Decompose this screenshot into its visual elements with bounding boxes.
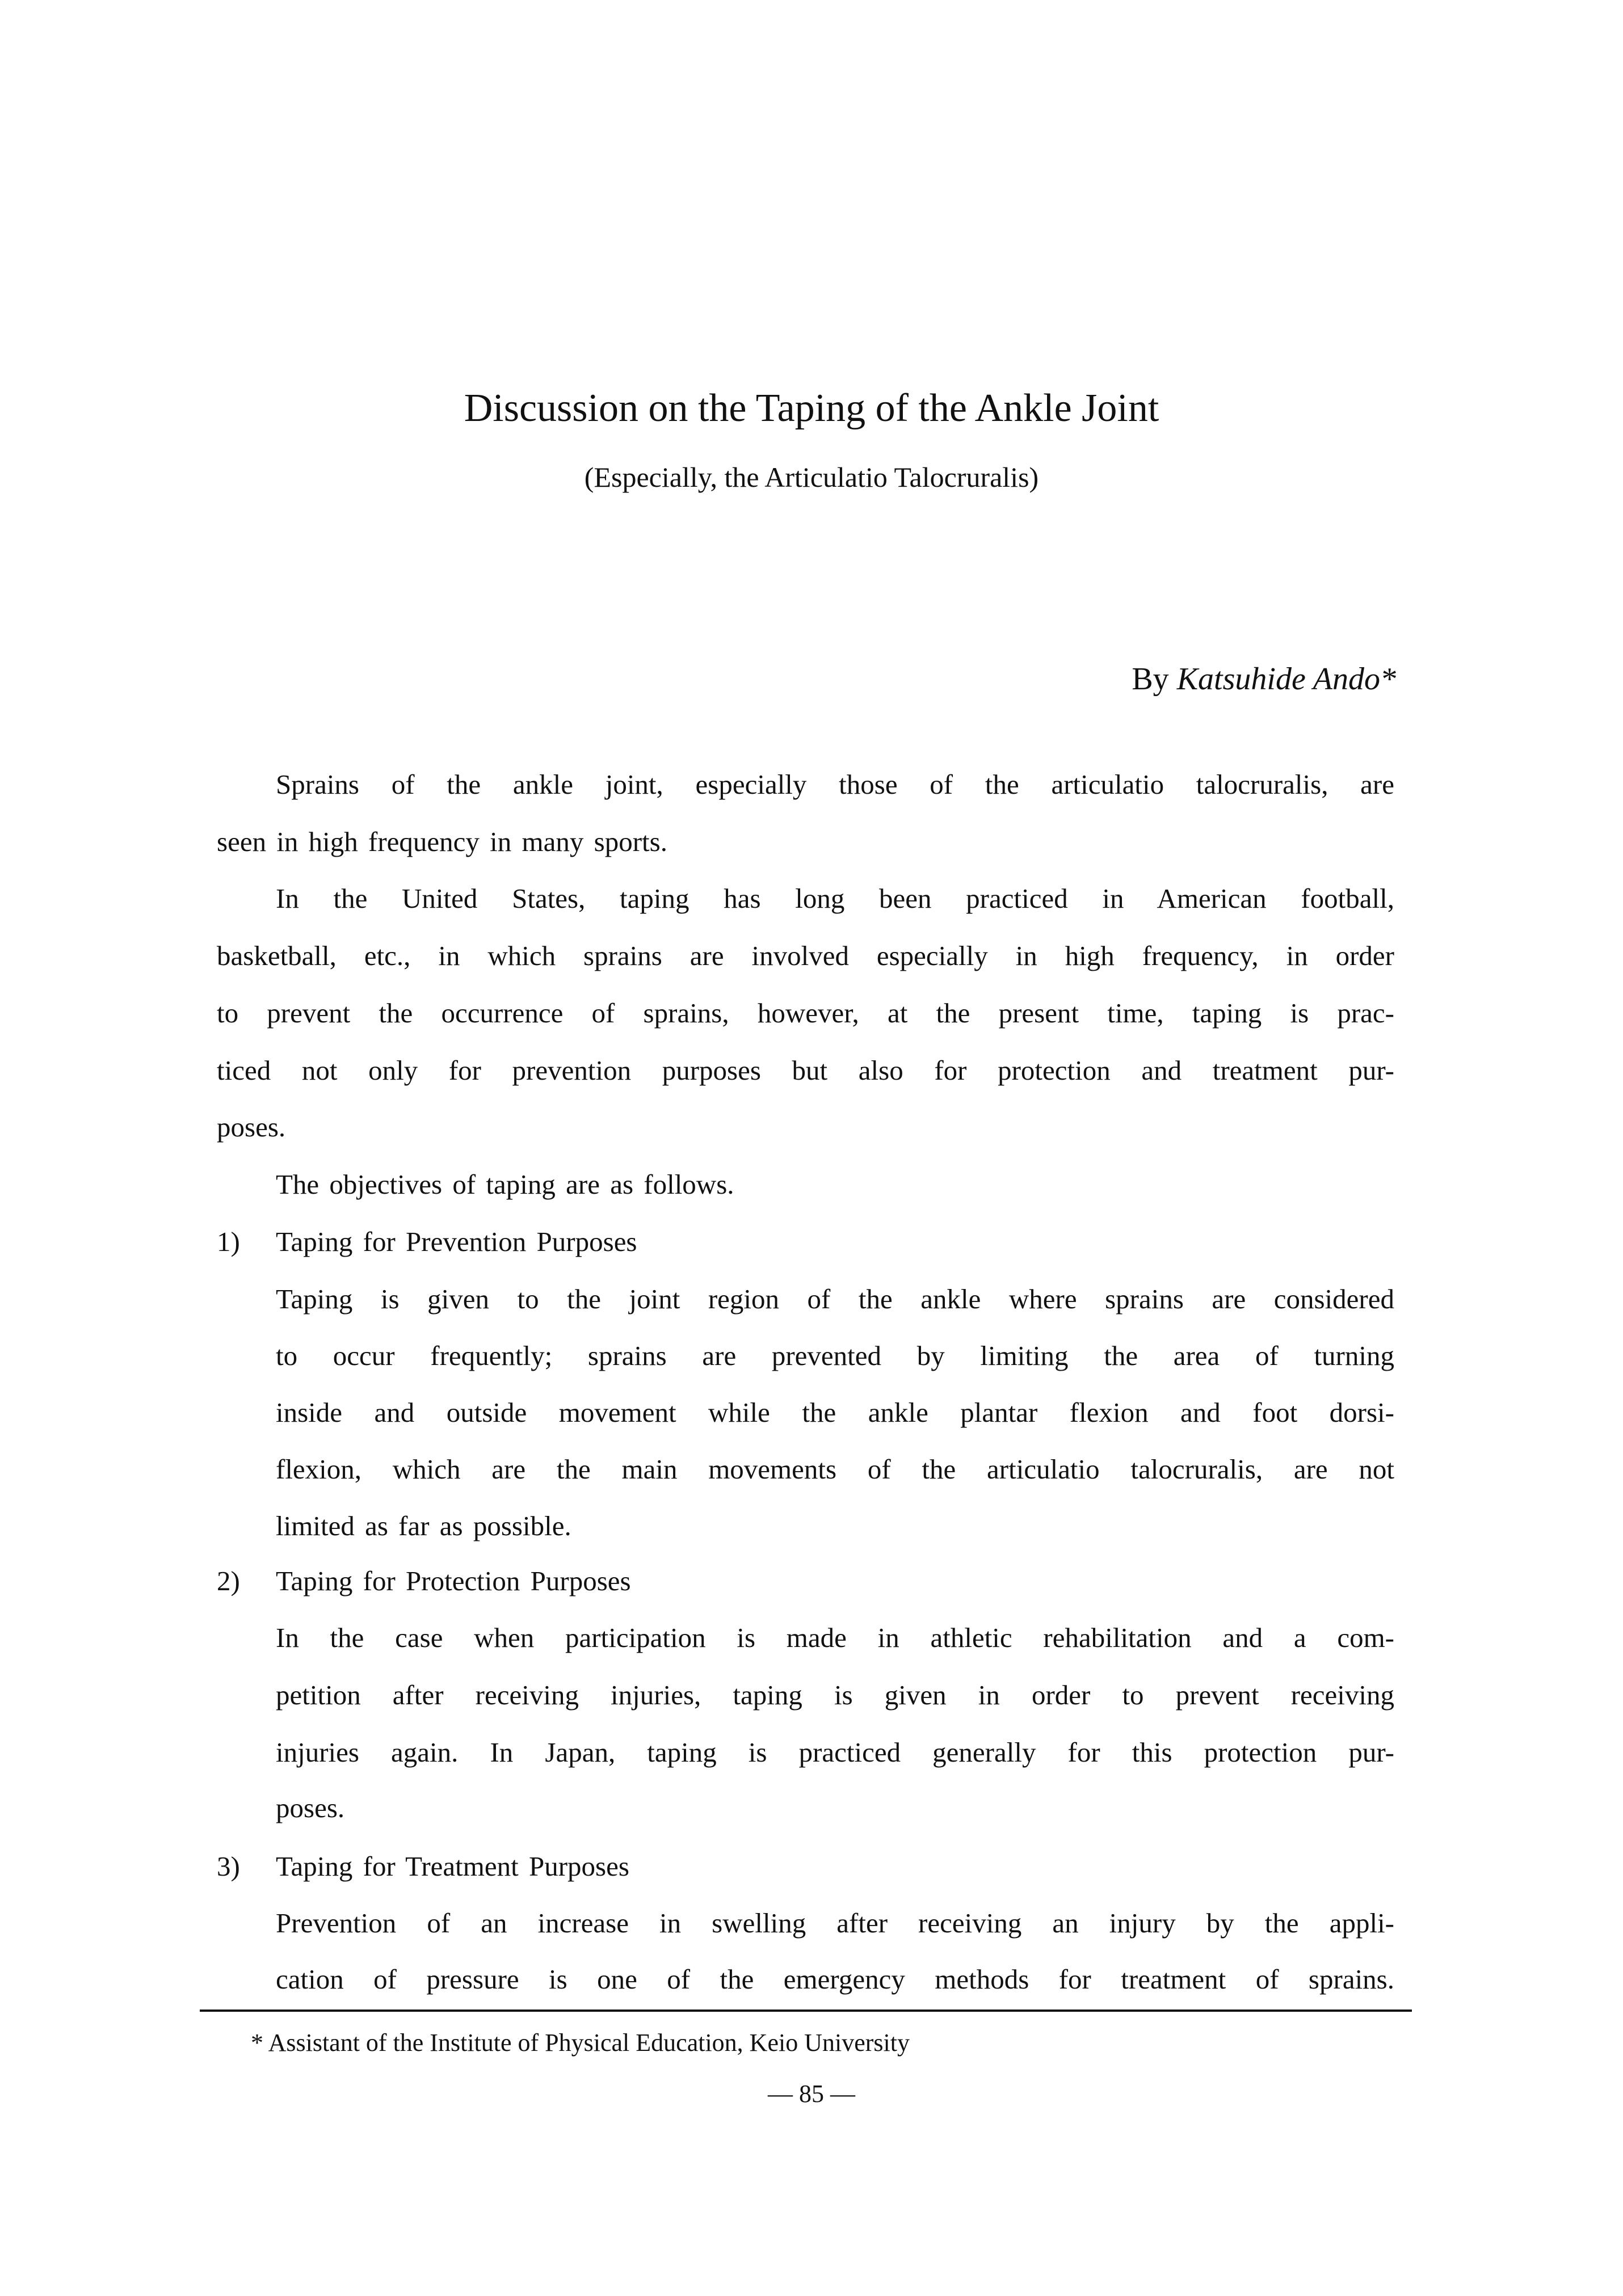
body-line: cation of pressure is one of the emergency methods for treatment of sprains. xyxy=(276,1964,1394,1995)
body-line: to prevent the occurrence of sprains, however, at the present time, taping is prac- xyxy=(217,997,1394,1029)
body-line: Taping is given to the joint region of the ankle where sprains are considered xyxy=(276,1283,1394,1315)
body-line: inside and outside movement while the ankle plantar flexion and foot dorsi- xyxy=(276,1397,1394,1428)
list-heading: Taping for Prevention Purposes xyxy=(276,1226,637,1257)
body-line: poses. xyxy=(276,1792,345,1823)
paper-subtitle: (Especially, the Articulatio Talocruralis) xyxy=(584,461,1039,493)
list-heading: Taping for Protection Purposes xyxy=(276,1565,631,1596)
body-line: limited as far as possible. xyxy=(276,1510,571,1541)
footnote: * Assistant of the Institute of Physical Education, Keio University xyxy=(251,2029,910,2057)
body-line: Prevention of an increase in swelling after receiving an injury by the appli- xyxy=(276,1907,1394,1939)
list-number: 2) xyxy=(217,1565,240,1596)
page-number: — 85 — xyxy=(768,2080,855,2108)
body-line: basketball, etc., in which sprains are involved especially in high frequency, in order xyxy=(217,940,1394,971)
list-number: 3) xyxy=(217,1851,240,1882)
body-line: petition after receiving injuries, taping is given in order to prevent receiving xyxy=(276,1679,1394,1711)
byline-by: By xyxy=(1132,662,1169,697)
body-line: to occur frequently; sprains are prevented by limiting the area of turning xyxy=(276,1340,1394,1371)
body-line: In the case when participation is made in athletic rehabilitation and a com- xyxy=(276,1622,1394,1653)
body-line: injuries again. In Japan, taping is practiced generally for this protection pur- xyxy=(276,1737,1394,1768)
list-number: 1) xyxy=(217,1226,240,1257)
list-heading: Taping for Treatment Purposes xyxy=(276,1851,629,1882)
footnote-rule xyxy=(200,2009,1412,2012)
body-line: ticed not only for prevention purposes but also for protection and treatment pur- xyxy=(217,1055,1394,1086)
body-line: poses. xyxy=(217,1111,286,1143)
byline xyxy=(1132,661,1396,697)
body-line: flexion, which are the main movements of the articulatio talocruralis, are not xyxy=(276,1454,1394,1485)
author-name: Katsuhide Ando* xyxy=(1176,662,1396,697)
body-line: The objectives of taping are as follows. xyxy=(276,1169,734,1200)
body-line: In the United States, taping has long been practiced in American football, xyxy=(276,883,1394,914)
paper-title: Discussion on the Taping of the Ankle Joint xyxy=(464,386,1159,430)
body-line: Sprains of the ankle joint, especially those of the articulatio talocruralis, are xyxy=(276,769,1394,800)
body-line: seen in high frequency in many sports. xyxy=(217,826,667,857)
